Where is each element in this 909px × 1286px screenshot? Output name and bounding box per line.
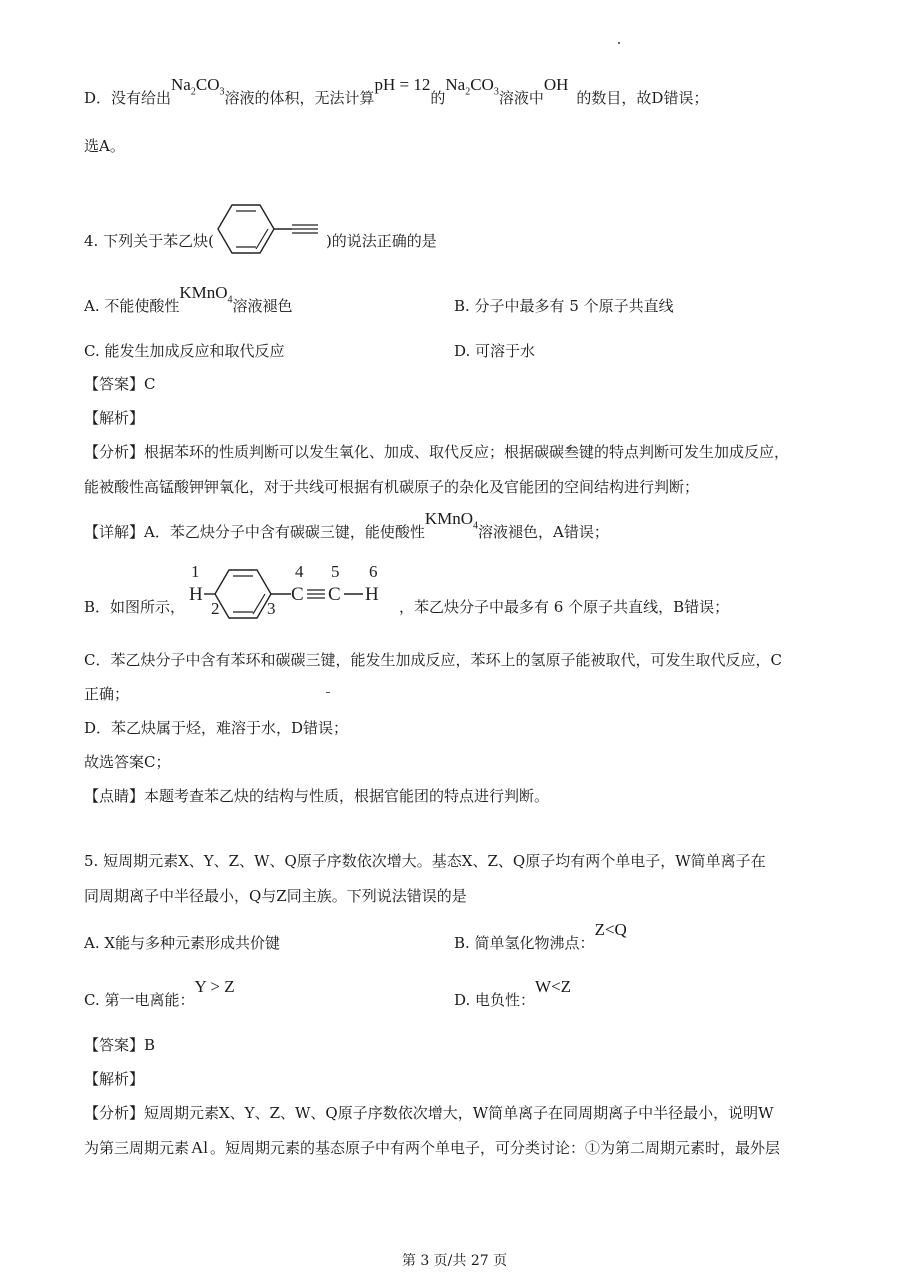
q4-detail-c-line2: 正确； xyxy=(84,685,130,703)
q4-detail-b: B．如图所示， 1 H 2 3 4 C 5 C 6 H ，苯乙炔分子中最多有 6 个原子共直线，B错误； xyxy=(84,562,730,618)
q4-answer: 【答案】C xyxy=(84,375,156,393)
na2co3-formula: $Na_2CO_3$ xyxy=(445,75,499,98)
q4-detail-a: 【详解】A．苯乙炔分子中含有碳碳三键，能使酸性KMnO$_4$溶液褪色，A错误； xyxy=(84,509,609,541)
q4-detail-d: D．苯乙炔属于烃，难溶于水，D错误； xyxy=(84,719,349,737)
struct-atom-c4: C xyxy=(291,584,304,605)
struct-num-2: 2 xyxy=(211,599,220,618)
struct-num-6: 6 xyxy=(369,562,378,581)
q5-option-a: A. X能与多种元素形成共价键 xyxy=(84,934,281,952)
kmno4-formula: KMnO$_4$ xyxy=(179,283,233,306)
q5-option-c: C. 第一电离能：Y > Z xyxy=(84,977,235,1009)
q5-analysis-title: 【解析】 xyxy=(84,1070,145,1088)
struct-num-1: 1 xyxy=(191,562,200,581)
scan-dot xyxy=(618,42,620,44)
q4-analysis-title: 【解析】 xyxy=(84,409,145,427)
numbered-structure xyxy=(185,562,399,618)
q4-detail-c-line1: C．苯乙炔分子中含有苯环和碳碳三键，能发生加成反应，苯环上的氢原子能被取代，可发生取代反应，C xyxy=(84,651,782,669)
na2co3-formula: $Na_2CO_3$ xyxy=(171,75,225,98)
q5-option-b: B. 简单氢化物沸点：Z<Q xyxy=(454,920,627,952)
q5-fenxi-line1: 【分析】短周期元素X、Y、Z、W、Q原子序数依次增大，W简单离子在同周期离子中半径最小，说明W xyxy=(84,1104,774,1122)
kmno4-formula: KMnO$_4$ xyxy=(424,509,479,532)
phenylacetylene-structure xyxy=(214,226,326,246)
q5-answer: 【答案】B xyxy=(84,1036,156,1054)
struct-atom-h6: H xyxy=(365,584,379,605)
oh-formula: OH xyxy=(543,75,569,94)
q5-option-d: D. 电负性：W<Z xyxy=(454,977,572,1009)
q4-fenxi-line1: 【分析】根据苯环的性质判断可以发生氧化、加成、取代反应；根据碳碳叁键的特点判断可发生加成反应， xyxy=(84,443,790,461)
struct-atom-h1: H xyxy=(189,584,203,605)
q4-option-a: A. 不能使酸性KMnO$_4$溶液褪色 xyxy=(84,283,293,315)
q4-stem: 4. 下列关于苯乙炔( )的说法正确的是 xyxy=(84,226,437,251)
scan-dot xyxy=(326,692,330,693)
ph-formula: pH = 12 xyxy=(374,75,431,94)
struct-atom-c5: C xyxy=(328,584,341,605)
q3-option-d-explanation: D．没有给出$Na_2CO_3$溶液的体积，无法计算pH = 12的$Na_2CO_3$溶液中OH的数目，故D错误； xyxy=(84,75,709,107)
y-gt-z-formula: Y > Z xyxy=(194,977,235,996)
q3-choose: 选A。 xyxy=(84,137,125,155)
q5-stem-line1: 5. 短周期元素X、Y、Z、W、Q原子序数依次增大。基态X、Z、Q原子均有两个单电子，W简单离子在 xyxy=(84,852,766,870)
q5-stem-line2: 同周期离子中半径最小，Q与Z同主族。下列说法错误的是 xyxy=(84,887,467,905)
z-lt-q-formula: Z<Q xyxy=(594,920,627,939)
q4-fenxi-line2: 能被酸性高锰酸钾钾氧化，对于共线可根据有机碳原子的杂化及官能团的空间结构进行判断； xyxy=(84,478,700,496)
phenylacetylene-structure-icon xyxy=(214,196,326,262)
struct-num-3: 3 xyxy=(267,599,276,618)
w-lt-z-formula: W<Z xyxy=(535,977,572,996)
numbered-structure-icon xyxy=(185,560,399,620)
q4-final: 故选答案C； xyxy=(84,753,171,771)
q4-comment: 【点睛】本题考查苯乙炔的结构与性质，根据官能团的特点进行判断。 xyxy=(84,787,550,805)
struct-num-5: 5 xyxy=(331,562,340,581)
page-footer: 第 3 页/共 27 页 xyxy=(401,1253,508,1269)
q4-option-d: D. 可溶于水 xyxy=(454,342,536,360)
struct-num-4: 4 xyxy=(295,562,304,581)
q4-option-b: B. 分子中最多有 5 个原子共直线 xyxy=(454,297,674,315)
al-formula: Al xyxy=(191,1138,209,1157)
q5-fenxi-line2: 为第三周期元素 Al 。短周期元素的基态原子中有两个单电子，可分类讨论：①为第二周期元素时，最外层 xyxy=(84,1138,781,1157)
q4-option-c: C. 能发生加成反应和取代反应 xyxy=(84,342,285,360)
